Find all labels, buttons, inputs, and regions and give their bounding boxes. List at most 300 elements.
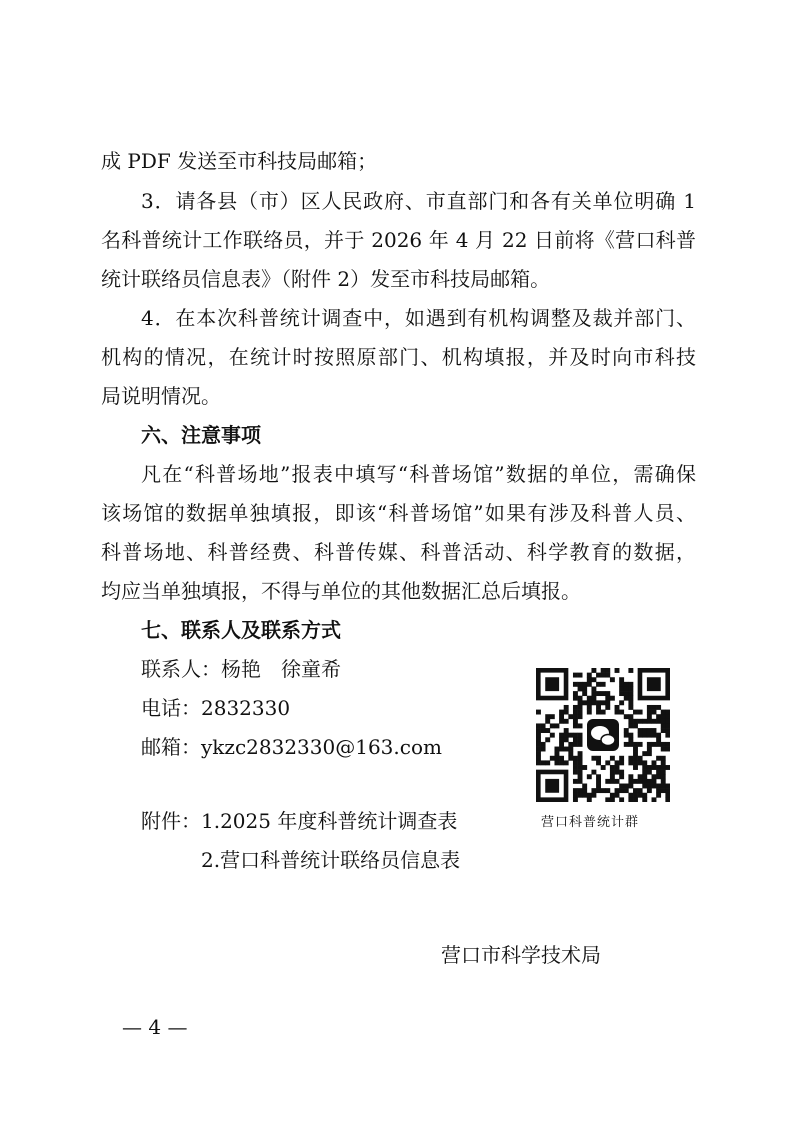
item-3-line-3: 统计联络员信息表》（附件 2）发至市科技局邮箱。 — [101, 267, 551, 291]
qr-module — [619, 691, 624, 696]
qr-module — [642, 733, 647, 738]
qr-module — [536, 756, 541, 761]
qr-module — [536, 733, 541, 738]
qr-module — [559, 719, 564, 724]
qr-module — [619, 677, 624, 682]
item-4-line-3: 局说明情况。 — [101, 384, 221, 408]
qr-module — [573, 691, 578, 696]
qr-module — [665, 765, 670, 770]
qr-module — [633, 719, 638, 724]
qr-module — [573, 733, 578, 738]
qr-module — [605, 779, 610, 784]
qr-module — [633, 765, 638, 770]
qr-module — [665, 797, 670, 802]
qr-module — [619, 760, 624, 765]
qr-module — [573, 682, 578, 687]
qr-module — [661, 779, 666, 784]
qr-module — [601, 668, 606, 673]
qr-module — [564, 760, 569, 765]
qr-module — [647, 779, 652, 784]
qr-finder-pattern — [638, 668, 670, 700]
qr-module — [578, 751, 583, 756]
qr-module — [601, 710, 606, 715]
qr-module — [624, 714, 629, 719]
qr-module — [536, 742, 541, 747]
qr-module — [568, 742, 573, 747]
qr-module — [665, 742, 670, 747]
qr-module — [619, 686, 624, 691]
qr-module — [628, 737, 633, 742]
qr-module — [615, 668, 620, 673]
qr-module — [573, 793, 578, 798]
qr-module — [605, 696, 610, 701]
qr-module — [554, 723, 559, 728]
qr-module — [564, 728, 569, 733]
qr-module — [559, 737, 564, 742]
qr-module — [610, 765, 615, 770]
qr-module — [564, 705, 569, 710]
qr-module — [605, 668, 610, 673]
qr-module — [642, 779, 647, 784]
qr-module — [550, 714, 555, 719]
qr-module — [665, 723, 670, 728]
qr-module — [628, 784, 633, 789]
qr-module — [638, 760, 643, 765]
section-6-line-3: 科普场地、科普经费、科普传媒、科普活动、科学教育的数据， — [101, 540, 696, 564]
page-number: — 4 — — [122, 1015, 188, 1039]
qr-module — [573, 760, 578, 765]
qr-module — [591, 756, 596, 761]
qr-module — [596, 700, 601, 705]
qr-module — [647, 765, 652, 770]
qr-module — [628, 756, 633, 761]
qr-module — [559, 733, 564, 738]
qr-module — [578, 756, 583, 761]
qr-module — [559, 760, 564, 765]
qr-module — [596, 774, 601, 779]
qr-module — [619, 797, 624, 802]
qr-module — [610, 770, 615, 775]
wechat-icon — [587, 719, 619, 751]
section-7-heading: 七、联系人及联系方式 — [141, 618, 341, 642]
section-6-line-1: 凡在“科普场地”报表中填写“科普场馆”数据的单位，需确保 — [141, 462, 696, 486]
qr-module — [661, 714, 666, 719]
qr-module — [605, 673, 610, 678]
qr-module — [596, 760, 601, 765]
qr-module — [638, 710, 643, 715]
qr-module — [582, 793, 587, 798]
attachment-line-1: 附件：1.2025 年度科普统计调查表 — [141, 809, 458, 833]
qr-module — [656, 742, 661, 747]
qr-module — [652, 779, 657, 784]
qr-module — [647, 714, 652, 719]
qr-module — [628, 719, 633, 724]
qr-module — [615, 765, 620, 770]
qr-module — [578, 686, 583, 691]
qr-module — [647, 719, 652, 724]
qr-module — [605, 760, 610, 765]
qr-module — [633, 756, 638, 761]
qr-module — [633, 788, 638, 793]
qr-module — [661, 728, 666, 733]
qr-module — [568, 714, 573, 719]
qr-module — [652, 733, 657, 738]
qr-module — [587, 682, 592, 687]
qr-module — [652, 774, 657, 779]
qr-module — [591, 677, 596, 682]
qr-module — [536, 710, 541, 715]
qr-module — [591, 691, 596, 696]
qr-module — [624, 691, 629, 696]
qr-module — [665, 793, 670, 798]
qr-module — [587, 705, 592, 710]
qr-module — [559, 714, 564, 719]
qr-module — [578, 737, 583, 742]
qr-module — [633, 797, 638, 802]
qr-module — [541, 742, 546, 747]
qr-module — [628, 691, 633, 696]
qr-module — [619, 756, 624, 761]
qr-module — [541, 723, 546, 728]
qr-module — [587, 793, 592, 798]
qr-module — [573, 719, 578, 724]
qr-module — [596, 682, 601, 687]
qr-module — [624, 682, 629, 687]
qr-module — [587, 677, 592, 682]
qr-module — [619, 788, 624, 793]
qr-module — [554, 747, 559, 752]
qr-module — [661, 770, 666, 775]
qr-module — [652, 784, 657, 789]
item-4-line-1: 4．在本次科普统计调查中，如遇到有机构调整及裁并部门、 — [141, 306, 696, 330]
qr-module — [610, 779, 615, 784]
qr-module — [591, 696, 596, 701]
qr-module — [633, 742, 638, 747]
qr-module — [642, 784, 647, 789]
qr-module — [628, 714, 633, 719]
qr-module — [587, 797, 592, 802]
section-6-heading: 六、注意事项 — [141, 423, 261, 447]
qr-module — [573, 737, 578, 742]
qr-module — [591, 793, 596, 798]
qr-finder-pattern — [536, 770, 568, 802]
qr-module — [601, 700, 606, 705]
qr-module — [573, 779, 578, 784]
qr-module — [578, 723, 583, 728]
qr-module — [573, 742, 578, 747]
qr-module — [605, 705, 610, 710]
qr-module — [605, 788, 610, 793]
qr-module — [573, 788, 578, 793]
qr-module — [661, 765, 666, 770]
qr-module — [619, 700, 624, 705]
qr-module — [647, 733, 652, 738]
qr-module — [587, 700, 592, 705]
qr-module — [559, 747, 564, 752]
qr-caption: 营口科普统计群 — [541, 815, 640, 830]
qr-module — [596, 784, 601, 789]
qr-module — [596, 710, 601, 715]
qr-module — [559, 710, 564, 715]
qr-module — [647, 710, 652, 715]
qr-module — [615, 770, 620, 775]
qr-module — [638, 793, 643, 798]
qr-module — [582, 682, 587, 687]
qr-module — [545, 760, 550, 765]
qr-module — [596, 673, 601, 678]
qr-module — [610, 774, 615, 779]
qr-module — [601, 691, 606, 696]
contact-phone: 电话：2832330 — [141, 696, 291, 720]
qr-module — [541, 728, 546, 733]
qr-code[interactable] — [536, 668, 670, 802]
qr-module — [647, 751, 652, 756]
qr-module — [647, 705, 652, 710]
qr-module — [628, 742, 633, 747]
qr-module — [642, 765, 647, 770]
qr-module — [615, 779, 620, 784]
qr-module — [601, 673, 606, 678]
qr-module — [619, 682, 624, 687]
qr-module — [545, 719, 550, 724]
qr-module — [652, 705, 657, 710]
qr-module — [578, 770, 583, 775]
contact-persons: 联系人：杨艳 徐童希 — [141, 657, 341, 681]
qr-module — [638, 728, 643, 733]
qr-module — [564, 747, 569, 752]
qr-module — [628, 668, 633, 673]
qr-module — [638, 742, 643, 747]
qr-module — [610, 797, 615, 802]
qr-module — [550, 723, 555, 728]
qr-module — [536, 760, 541, 765]
qr-module — [578, 765, 583, 770]
qr-module — [568, 751, 573, 756]
qr-module — [633, 751, 638, 756]
qr-module — [564, 710, 569, 715]
qr-module — [628, 774, 633, 779]
qr-module — [550, 756, 555, 761]
qr-module — [615, 705, 620, 710]
qr-module — [656, 774, 661, 779]
qr-module — [628, 760, 633, 765]
qr-module — [596, 691, 601, 696]
qr-module — [642, 793, 647, 798]
qr-module — [601, 682, 606, 687]
qr-module — [596, 756, 601, 761]
qr-module — [545, 728, 550, 733]
qr-module — [656, 788, 661, 793]
qr-module — [633, 793, 638, 798]
qr-module — [587, 673, 592, 678]
qr-module — [633, 779, 638, 784]
qr-module — [587, 774, 592, 779]
qr-module — [545, 737, 550, 742]
qr-module — [619, 770, 624, 775]
qr-module — [578, 700, 583, 705]
qr-module — [661, 710, 666, 715]
qr-module — [573, 756, 578, 761]
qr-module — [582, 691, 587, 696]
qr-module — [661, 742, 666, 747]
qr-module — [573, 696, 578, 701]
qr-module — [582, 784, 587, 789]
qr-module — [591, 700, 596, 705]
qr-module — [652, 710, 657, 715]
qr-module — [628, 723, 633, 728]
qr-module — [578, 682, 583, 687]
qr-module — [536, 751, 541, 756]
qr-module — [647, 747, 652, 752]
qr-module — [615, 793, 620, 798]
qr-module — [610, 677, 615, 682]
qr-module — [587, 710, 592, 715]
qr-module — [661, 719, 666, 724]
qr-module — [536, 737, 541, 742]
qr-module — [642, 760, 647, 765]
qr-module — [647, 742, 652, 747]
qr-module — [624, 788, 629, 793]
qr-module — [652, 797, 657, 802]
qr-module — [573, 705, 578, 710]
qr-module — [610, 696, 615, 701]
qr-module — [665, 784, 670, 789]
qr-module — [656, 784, 661, 789]
qr-module — [628, 733, 633, 738]
qr-module — [656, 793, 661, 798]
qr-module — [545, 714, 550, 719]
qr-module — [573, 770, 578, 775]
qr-module — [656, 733, 661, 738]
qr-module — [568, 747, 573, 752]
section-6-line-2: 该场馆的数据单独填报，即该“科普场馆”如果有涉及科普人员、 — [101, 501, 696, 525]
qr-module — [665, 714, 670, 719]
qr-module — [665, 788, 670, 793]
qr-module — [578, 673, 583, 678]
qr-module — [591, 788, 596, 793]
qr-module — [628, 797, 633, 802]
qr-module — [624, 742, 629, 747]
qr-module — [582, 765, 587, 770]
qr-module — [665, 728, 670, 733]
qr-module — [647, 728, 652, 733]
qr-module — [656, 770, 661, 775]
qr-module — [591, 770, 596, 775]
qr-module — [582, 788, 587, 793]
qr-module — [638, 788, 643, 793]
qr-module — [619, 774, 624, 779]
qr-module — [596, 788, 601, 793]
qr-module — [638, 756, 643, 761]
qr-module — [661, 774, 666, 779]
section-6-line-4: 均应当单独填报，不得与单位的其他数据汇总后填报。 — [101, 579, 581, 603]
qr-module — [610, 756, 615, 761]
qr-module — [605, 700, 610, 705]
qr-module — [642, 728, 647, 733]
qr-module — [554, 760, 559, 765]
qr-module — [559, 742, 564, 747]
qr-module — [628, 700, 633, 705]
qr-module — [652, 719, 657, 724]
qr-module — [652, 765, 657, 770]
qr-module — [624, 784, 629, 789]
qr-module — [578, 705, 583, 710]
qr-module — [578, 760, 583, 765]
qr-module — [591, 686, 596, 691]
qr-module — [564, 733, 569, 738]
qr-module — [615, 788, 620, 793]
item-3-line-2: 名科普统计工作联络员，并于 2026 年 4 月 22 日前将《营口科普 — [101, 228, 696, 252]
qr-module — [661, 784, 666, 789]
qr-module — [628, 696, 633, 701]
qr-module — [541, 760, 546, 765]
qr-module — [610, 793, 615, 798]
qr-module — [656, 705, 661, 710]
qr-module — [578, 793, 583, 798]
qr-module — [624, 696, 629, 701]
qr-module — [638, 719, 643, 724]
qr-module — [573, 723, 578, 728]
qr-module — [638, 733, 643, 738]
qr-module — [587, 696, 592, 701]
qr-module — [633, 710, 638, 715]
qr-module — [578, 710, 583, 715]
qr-module — [578, 779, 583, 784]
qr-module — [615, 760, 620, 765]
qr-module — [601, 765, 606, 770]
qr-module — [656, 719, 661, 724]
qr-module — [628, 686, 633, 691]
qr-module — [578, 696, 583, 701]
body-line: 成 PDF 发送至市科技局邮箱； — [101, 149, 378, 173]
qr-finder-pattern — [536, 668, 568, 700]
qr-module — [536, 723, 541, 728]
item-3-line-1: 3．请各县（市）区人民政府、市直部门和各有关单位明确 1 — [141, 189, 696, 213]
qr-module — [661, 760, 666, 765]
qr-module — [573, 714, 578, 719]
qr-module — [665, 710, 670, 715]
qr-module — [642, 797, 647, 802]
qr-module — [601, 788, 606, 793]
qr-module — [582, 700, 587, 705]
qr-module — [605, 797, 610, 802]
qr-code-image — [536, 668, 670, 802]
qr-module — [642, 751, 647, 756]
qr-module — [541, 747, 546, 752]
qr-module — [578, 714, 583, 719]
qr-module — [638, 774, 643, 779]
qr-module — [656, 714, 661, 719]
qr-module — [642, 774, 647, 779]
qr-module — [661, 723, 666, 728]
qr-module — [661, 756, 666, 761]
qr-module — [661, 747, 666, 752]
qr-module — [652, 760, 657, 765]
issuing-organization: 营口市科学技术局 — [441, 943, 601, 967]
qr-module — [573, 797, 578, 802]
qr-module — [619, 784, 624, 789]
qr-module — [633, 723, 638, 728]
qr-module — [656, 737, 661, 742]
qr-module — [573, 673, 578, 678]
qr-module — [554, 751, 559, 756]
qr-module — [578, 742, 583, 747]
qr-module — [573, 710, 578, 715]
qr-module — [605, 691, 610, 696]
contact-email: 邮箱：ykzc2832330@163.com — [141, 735, 442, 759]
qr-module — [624, 728, 629, 733]
qr-module — [619, 710, 624, 715]
